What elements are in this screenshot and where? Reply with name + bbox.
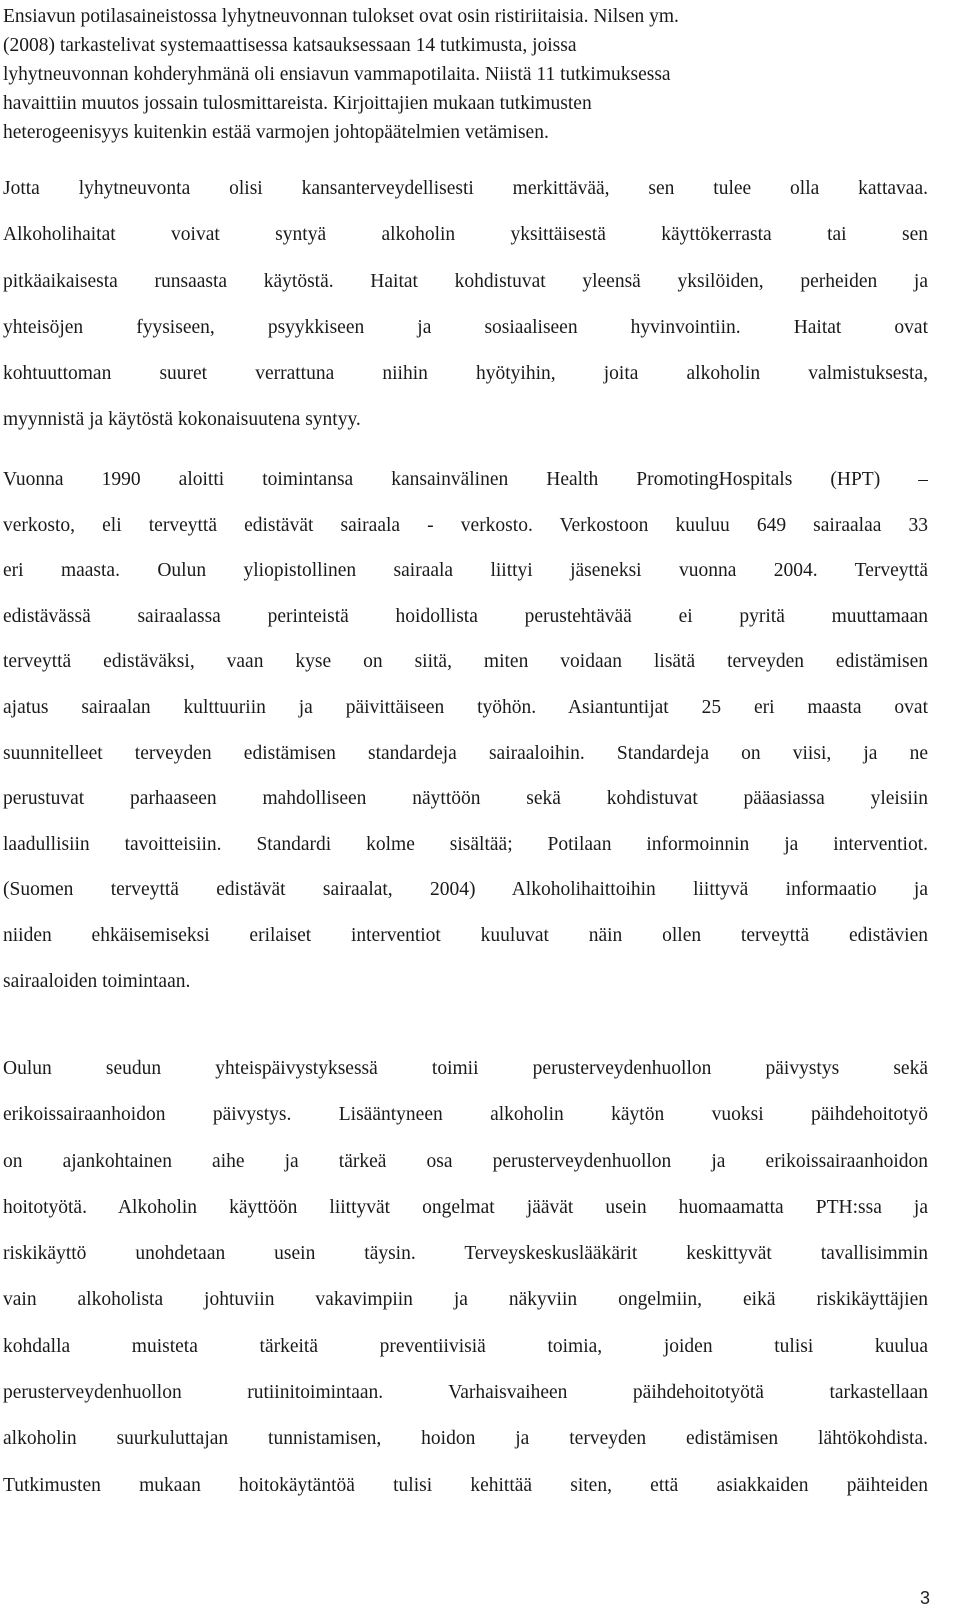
text-line: niiden ehkäisemiseksi erilaiset interventiot kuuluvat näin ollen terveyttä edistävien [3,924,928,946]
text-line: myynnistä ja käytöstä kokonaisuutena syntyy. [3,409,361,431]
text-line: perusterveydenhuollon rutiinitoimintaan. Varhaisvaiheen päihdehoitotyötä tarkastellaan [3,1382,928,1404]
text-line: lyhytneuvonnan kohderyhmänä oli ensiavun vammapotilaita. Niistä 11 tutkimuksessa [3,64,671,85]
text-line: Ensiavun potilasaineistossa lyhytneuvonnan tulokset ovat osin ristiriitaisia. Nilsen ym. [3,6,679,27]
text-line: hoitotyötä. Alkoholin käyttöön liittyvät ongelmat jäävät usein huomaamatta PTH:ssa ja [3,1196,928,1218]
text-line: laadullisiin tavoitteisiin. Standardi kolme sisältää; Potilaan informoinnin ja interventiot. [3,833,928,855]
text-line: Oulun seudun yhteispäivystyksessä toimii perusterveydenhuollon päivystys sekä [3,1058,928,1079]
text-line: heterogeenisyys kuitenkin estää varmojen johtopäätelmien vetämisen. [3,122,549,143]
text-line: Vuonna 1990 aloitti toimintansa kansainvälinen Health PromotingHospitals (HPT) – [3,469,928,490]
text-line: perustuvat parhaaseen mahdolliseen näyttöön sekä kohdistuvat pääasiassa yleisiin [3,788,928,810]
text-line: kohdalla muisteta tärkeitä preventiivisiä toimia, joiden tulisi kuulua [3,1335,928,1357]
text-line: Tutkimusten mukaan hoitokäytäntöä tulisi kehittää siten, että asiakkaiden päihteiden [3,1474,928,1496]
text-line: eri maasta. Oulun yliopistollinen sairaala liittyi jäseneksi vuonna 2004. Terveyttä [3,560,928,582]
text-line: sairaaloiden toimintaan. [3,970,191,992]
text-line: vain alkoholista johtuviin vakavimpiin ja näkyviin ongelmiin, eikä riskikäyttäjien [3,1289,928,1311]
text-line: erikoissairaanhoidon päivystys. Lisääntyneen alkoholin käytön vuoksi päihdehoitotyö [3,1104,928,1126]
text-line: kohtuuttoman suuret verrattuna niihin hyötyihin, joita alkoholin valmistuksesta, [3,363,928,385]
text-line: havaittiin muutos jossain tulosmittareista. Kirjoittajien mukaan tutkimusten [3,93,592,114]
text-line: (2008) tarkastelivat systemaattisessa katsauksessaan 14 tutkimusta, joissa [3,35,577,56]
text-line: suunnitelleet terveyden edistämisen standardeja sairaaloihin. Standardeja on viisi, ja ne [3,742,928,764]
text-line: Jotta lyhytneuvonta olisi kansanterveydellisesti merkittävää, sen tulee olla kattavaa. [3,178,928,199]
text-line: alkoholin suurkuluttajan tunnistamisen, hoidon ja terveyden edistämisen lähtökohdista. [3,1428,928,1450]
text-line: Alkoholihaitat voivat syntyä alkoholin yksittäisestä käyttökerrasta tai sen [3,224,928,246]
text-line: on ajankohtainen aihe ja tärkeä osa perusterveydenhuollon ja erikoissairaanhoidon [3,1150,928,1172]
paragraph-2 [3,166,928,444]
paragraph-1 [3,2,928,147]
text-line: verkosto, eli terveyttä edistävät sairaala - verkosto. Verkostoon kuuluu 649 sairaalaa 33 [3,514,928,536]
paragraph-3 [3,457,928,1004]
text-line: yhteisöjen fyysiseen, psyykkiseen ja sosiaaliseen hyvinvointiin. Haitat ovat [3,316,928,338]
text-line: edistävässä sairaalassa perinteistä hoidollista perustehtävää ei pyritä muuttamaan [3,605,928,627]
text-line: riskikäyttö unohdetaan usein täysin. Terveyskeskuslääkärit keskittyvät tavallisimmin [3,1243,928,1265]
paragraph-4 [3,1046,928,1509]
page-number: 3 [919,1588,930,1608]
text-line: ajatus sairaalan kulttuuriin ja päivittäiseen työhön. Asiantuntijat 25 eri maasta ovat [3,696,928,718]
text-line: pitkäaikaisesta runsaasta käytöstä. Haitat kohdistuvat yleensä yksilöiden, perheiden ja [3,270,928,292]
text-line: (Suomen terveyttä edistävät sairaalat, 2004) Alkoholihaittoihin liittyvä informaatio ja [3,879,928,901]
text-line: terveyttä edistäväksi, vaan kyse on siitä, miten voidaan lisätä terveyden edistämisen [3,651,928,673]
